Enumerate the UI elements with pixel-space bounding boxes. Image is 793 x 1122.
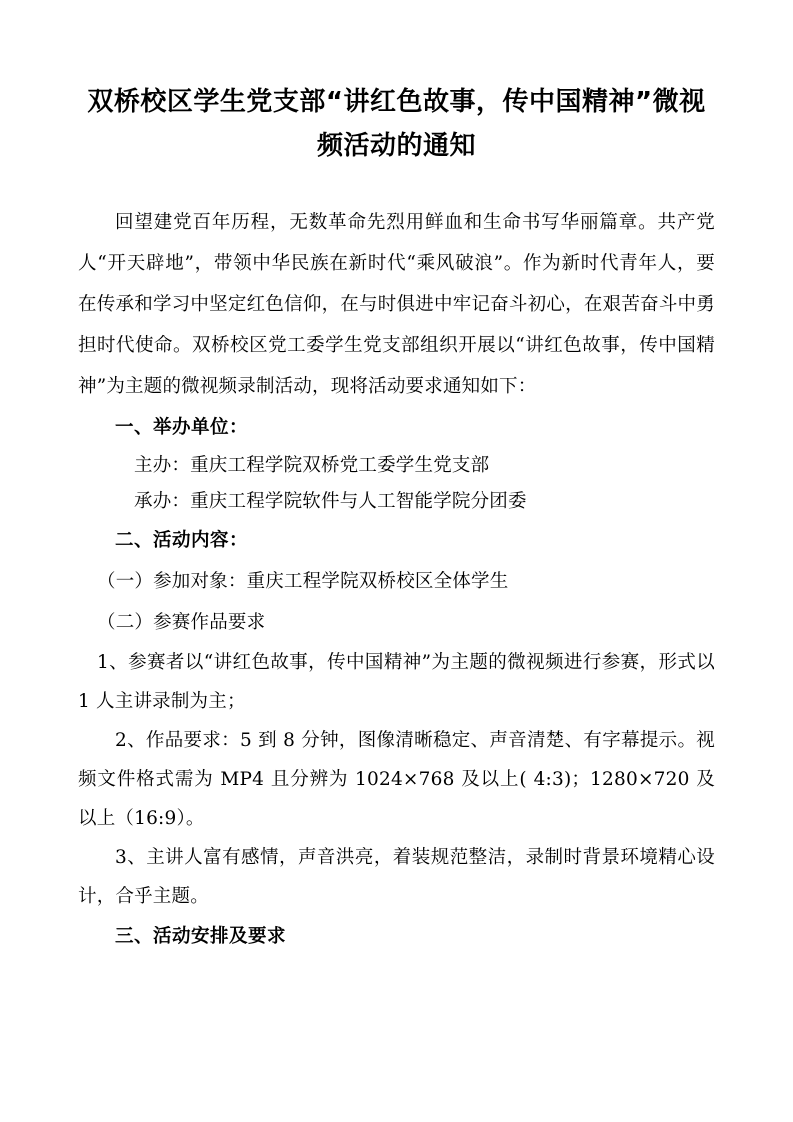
activity-item-participants: （一）参加对象：重庆工程学院双桥校区全体学生 [97,571,509,592]
section-heading-2: 二、活动内容： [115,530,249,551]
activity-item-requirements-label: （二）参赛作品要求 [97,612,266,633]
organizer-line-host: 主办：重庆工程学院双桥党工委学生党支部 [134,455,490,476]
section-heading-1: 一、举办单位： [115,417,249,438]
organizer-line-coorganizer: 承办：重庆工程学院软件与人工智能学院分团委 [134,491,527,512]
activity-item-2: 2、作品要求：5 到 8 分钟，图像清晰稳定、声音清楚、有字幕提示。视频文件格式需为 MP4 且分辨为 1024×768 及以上( 4:3)；1280×720 及以上（16:9）。 [78,730,715,829]
body-paragraph-1: 回望建党百年历程，无数革命先烈用鲜血和生命书写华丽篇章。共产党人“开天辟地”，带领中华民族在新时代“乘风破浪”。作为新时代青年人，要在传承和学习中坚定红色信仰，在与时俱进中牢记奋斗初心，在艰苦奋斗中勇担时代使命。双桥校区党工委学生党支部组织开展以“讲红色故事，传中国精神”为主题的微视频录制活动，现将活动要求通知如下： [78,212,715,397]
section-heading-3: 三、活动安排及要求 [115,926,287,947]
activity-item-1: 1、参赛者以“讲红色故事，传中国精神”为主题的微视频进行参赛，形式以 1 人主讲录制为主； [78,652,715,712]
activity-item-3: 3、主讲人富有感情，声音洪亮，着装规范整洁，录制时背景环境精心设计，合乎主题。 [78,847,715,907]
page-title: 双桥校区学生党支部“讲红色故事，传中国精神”微视频活动的通知 [87,87,706,161]
